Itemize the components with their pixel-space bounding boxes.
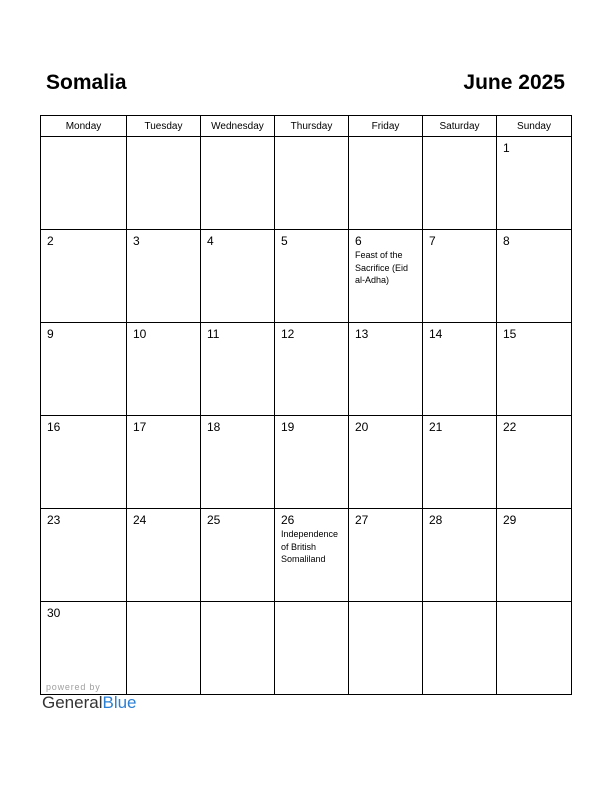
day-cell [423, 602, 497, 695]
day-cell [41, 602, 127, 695]
day-number: 8 [503, 234, 510, 248]
day-number: 2 [47, 234, 54, 248]
day-cell [41, 323, 127, 416]
day-cell [423, 230, 497, 323]
day-number: 12 [281, 327, 295, 341]
day-cell [275, 509, 349, 602]
day-cell [275, 602, 349, 695]
day-number: 19 [281, 420, 295, 434]
day-cell [201, 230, 275, 323]
calendar-country-title: Somalia [46, 71, 127, 94]
week-row [41, 323, 572, 416]
day-cell [41, 416, 127, 509]
day-number: 29 [503, 513, 517, 527]
brand-general-text: General [42, 693, 103, 712]
day-cell [349, 323, 423, 416]
day-cell [497, 416, 572, 509]
week-row [41, 230, 572, 323]
day-cell [127, 416, 201, 509]
day-number: 22 [503, 420, 517, 434]
day-cell [201, 509, 275, 602]
generalblue-logo[interactable] [42, 693, 137, 713]
weekday-header: Monday [41, 116, 127, 137]
day-cell [127, 509, 201, 602]
day-cell [275, 416, 349, 509]
day-number: 28 [429, 513, 443, 527]
day-cell [275, 323, 349, 416]
day-cell [497, 323, 572, 416]
day-number: 23 [47, 513, 61, 527]
holiday-label: Independence of British Somaliland [281, 529, 339, 564]
day-cell [201, 323, 275, 416]
day-cell [349, 602, 423, 695]
day-cell [423, 416, 497, 509]
day-cell [349, 137, 423, 230]
weekday-header-row [41, 116, 572, 137]
day-number: 4 [207, 234, 214, 248]
weekday-header: Tuesday [127, 116, 201, 137]
week-row [41, 137, 572, 230]
calendar-grid [40, 115, 572, 695]
day-cell [127, 137, 201, 230]
day-cell [497, 602, 572, 695]
day-number: 27 [355, 513, 369, 527]
day-number: 10 [133, 327, 147, 341]
day-number: 30 [47, 606, 61, 620]
day-number: 6 [355, 234, 362, 248]
day-cell [275, 137, 349, 230]
day-number: 9 [47, 327, 54, 341]
weekday-header: Friday [349, 116, 423, 137]
day-cell [201, 602, 275, 695]
day-number: 26 [281, 513, 295, 527]
week-row [41, 509, 572, 602]
day-cell [41, 509, 127, 602]
day-cell [349, 230, 423, 323]
day-cell [497, 509, 572, 602]
calendar-month-title: June 2025 [463, 71, 565, 94]
brand-blue-text: Blue [102, 693, 137, 712]
day-number: 14 [429, 327, 443, 341]
powered-by-label: powered by [46, 682, 101, 692]
day-number: 11 [207, 327, 220, 341]
day-number: 21 [429, 420, 443, 434]
week-row [41, 602, 572, 695]
day-cell [497, 137, 572, 230]
day-number: 15 [503, 327, 517, 341]
weekday-header: Thursday [275, 116, 349, 137]
day-number: 24 [133, 513, 147, 527]
day-number: 7 [429, 234, 436, 248]
day-cell [349, 509, 423, 602]
day-cell [201, 137, 275, 230]
day-number: 17 [133, 420, 147, 434]
day-number: 13 [355, 327, 369, 341]
day-cell [41, 230, 127, 323]
day-number: 16 [47, 420, 61, 434]
weekday-header: Wednesday [201, 116, 275, 137]
weekday-header: Saturday [423, 116, 497, 137]
day-cell [349, 416, 423, 509]
day-cell [127, 602, 201, 695]
day-number: 18 [207, 420, 221, 434]
day-cell [127, 230, 201, 323]
day-cell [41, 137, 127, 230]
day-cell [127, 323, 201, 416]
day-number: 5 [281, 234, 288, 248]
day-number: 1 [503, 141, 510, 155]
day-number: 20 [355, 420, 369, 434]
day-cell [423, 323, 497, 416]
day-cell [497, 230, 572, 323]
weekday-header: Sunday [497, 116, 572, 137]
holiday-label: Feast of the Sacrifice (Eid al-Adha) [355, 250, 409, 285]
week-row [41, 416, 572, 509]
day-cell [201, 416, 275, 509]
day-cell [275, 230, 349, 323]
day-cell [423, 509, 497, 602]
day-cell [423, 137, 497, 230]
day-number: 25 [207, 513, 221, 527]
day-number: 3 [133, 234, 140, 248]
